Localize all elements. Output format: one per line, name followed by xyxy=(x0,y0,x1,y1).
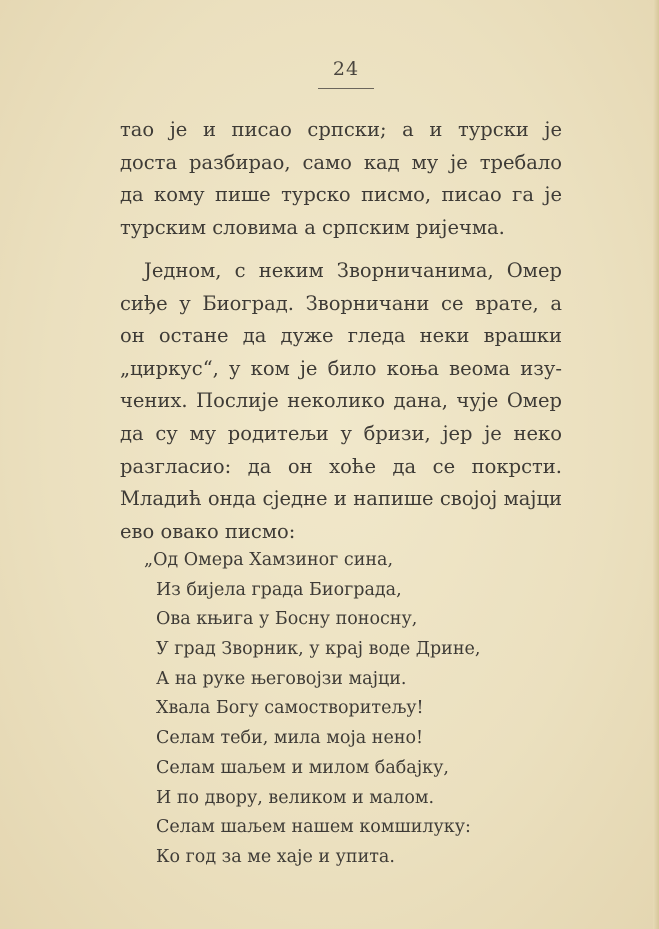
page-number: 24 xyxy=(332,58,360,80)
paragraph-1 xyxy=(120,114,562,244)
paragraph-2 xyxy=(120,255,562,548)
verse-line: Селам теби, мила моја нено! xyxy=(156,728,424,749)
text-line: да кому пише турско писмо, писао га је xyxy=(120,183,562,207)
verse-line: Селам шаљем нашем комшилуку: xyxy=(156,817,471,838)
verse-line: И по двору, великом и малом. xyxy=(156,787,435,808)
text-line: Младић онда сједне и напише својој мајци xyxy=(120,487,562,511)
text-line: сиђе у Биоград. Зворничани се врате, а xyxy=(120,291,562,315)
verse-line: А на руке његовојзи мајци. xyxy=(156,668,407,689)
text-line: разгласио: да он хоће да се покрсти. xyxy=(120,454,562,478)
verse-letter xyxy=(144,546,484,873)
page-number-rule xyxy=(318,88,374,89)
text-line: он остане да дуже гледа неки врашки xyxy=(120,324,562,348)
verse-line: Ова књига у Босну поносну, xyxy=(156,609,418,630)
verse-line: У град Зворник, у крај воде Дрине, xyxy=(156,639,481,660)
text-line: доста разбирао, само кад му је требало xyxy=(120,150,562,174)
verse-line: Хвала Богу самостворитељу! xyxy=(156,698,424,719)
verse-line: „Од Омера Хамзиног сина, xyxy=(144,550,394,570)
text-line: да су му родитељи у бризи, јер је неко xyxy=(120,421,562,445)
text-line: Једном, с неким Зворничанима, Омер xyxy=(144,259,562,282)
verse-line: Из бијела града Биограда, xyxy=(156,579,402,600)
text-line: ево овако писмо: xyxy=(120,519,296,543)
page-edge xyxy=(653,0,659,929)
text-line: тао је и писао српски; а и турски је xyxy=(120,118,562,141)
text-line: турским словима а српским ријечма. xyxy=(120,215,505,239)
verse-line: Селам шаљем и милом бабајку, xyxy=(156,757,449,778)
text-line: чених. Послије неколико дана, чује Омер xyxy=(120,389,562,413)
verse-line: Ко год за ме хаје и упита. xyxy=(156,846,395,867)
text-line: „циркус“, у ком је било коња веома изу- xyxy=(120,356,562,380)
